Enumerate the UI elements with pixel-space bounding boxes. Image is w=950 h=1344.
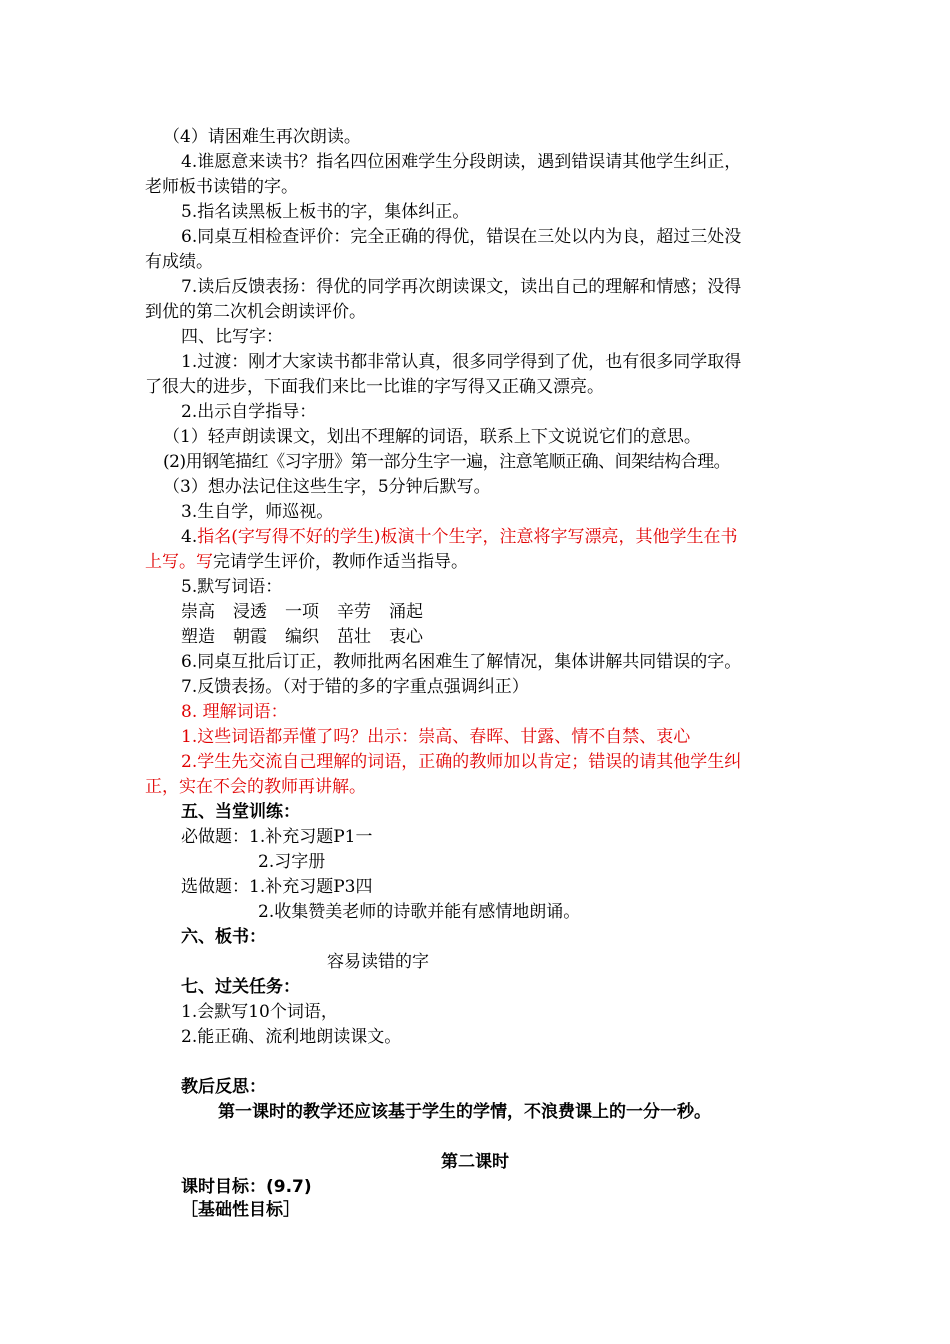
word: 衷心 xyxy=(389,627,423,647)
exercise-item: 2.习字册 xyxy=(258,852,326,872)
text-line: 4.谁愿意来读书？指名四位困难学生分段朗读，遇到错误请其他学生纠正， xyxy=(181,152,742,172)
red-text-line: 2.学生先交流自己理解的词语，正确的教师加以肯定；错误的请其他学生纠 xyxy=(181,752,742,772)
text-line: 2.出示自学指导： xyxy=(181,402,317,422)
word: 编织 xyxy=(285,627,319,647)
word: 辛劳 xyxy=(337,602,371,622)
word: 朝霞 xyxy=(233,627,267,647)
red-text-line: 1.这些词语都弄懂了吗？出示：崇高、春晖、甘露、情不自禁、衷心 xyxy=(181,727,691,747)
board-content: 容易读错的字 xyxy=(327,952,429,972)
highlighted-text: 指名(字写得不好的学生)板演十个生字，注意将字写漂亮，其他学生在书 xyxy=(197,527,738,547)
exercise-item: 1.补充习题P1一 xyxy=(249,827,373,847)
section-heading: 教后反思： xyxy=(181,1077,266,1097)
word: 塑造 xyxy=(181,627,215,647)
text-line: 到优的第二次机会朗读评价。 xyxy=(145,302,366,322)
text-line: 有成绩。 xyxy=(145,252,213,272)
red-text-line: 正，实在不会的教师再讲解。 xyxy=(145,777,366,797)
text-line: 5.指名读黑板上板书的字，集体纠正。 xyxy=(181,202,470,222)
word: 茁壮 xyxy=(337,627,371,647)
text-line: 1.过渡：刚才大家读书都非常认真，很多同学得到了优，也有很多同学取得 xyxy=(181,352,742,372)
label: 必做题： xyxy=(181,827,249,847)
text-line: （4）请困难生再次朗读。 xyxy=(163,127,361,147)
section-heading: 四、比写字： xyxy=(181,327,283,347)
word-row xyxy=(181,600,441,625)
exercise-item: 2.收集赞美老师的诗歌并能有感情地朗诵。 xyxy=(258,902,581,922)
text-line: (2)用钢笔描红《习字册》第一部分生字一遍，注意笔顺正确、间架结构合理。 xyxy=(163,452,731,472)
label: 选做题： xyxy=(181,877,249,897)
section-heading: 六、板书： xyxy=(181,927,266,947)
text-line xyxy=(181,875,372,900)
highlighted-text: 上写。写 xyxy=(145,552,213,572)
text-line: 3.生自学，师巡视。 xyxy=(181,502,334,522)
text-rest: 完请学生评价，教师作适当指导。 xyxy=(213,552,468,572)
section-heading: 七、过关任务： xyxy=(181,977,300,997)
text-line: （1）轻声朗读课文，划出不理解的词语，联系上下文说说它们的意思。 xyxy=(163,427,701,447)
section-heading: 五、当堂训练： xyxy=(181,802,300,822)
text-line: 6.同桌互相检查评价：完全正确的得优，错误在三处以内为良，超过三处没 xyxy=(181,227,742,247)
word: 一项 xyxy=(285,602,319,622)
text-prefix: 4. xyxy=(181,527,198,547)
text-line: （3）想办法记住这些生字，5分钟后默写。 xyxy=(163,477,491,497)
lesson-title: 第二课时 xyxy=(441,1152,509,1172)
text-line xyxy=(181,825,372,850)
word: 崇高 xyxy=(181,602,215,622)
text-line: 5.默写词语： xyxy=(181,577,283,597)
text-line: 1.会默写10个词语， xyxy=(181,1002,338,1022)
text-line xyxy=(181,525,738,550)
word-row xyxy=(181,625,441,650)
text-line: 2.能正确、流利地朗读课文。 xyxy=(181,1027,402,1047)
text-line: 老师板书读错的字。 xyxy=(145,177,298,197)
red-heading: 8. 理解词语： xyxy=(181,702,288,722)
exercise-item: 1.补充习题P3四 xyxy=(249,877,373,897)
text-line: 7.反馈表扬。（对于错的多的字重点强调纠正） xyxy=(181,677,529,697)
text-line: 6.同桌互批后订正，教师批两名困难生了解情况，集体讲解共同错误的字。 xyxy=(181,652,742,672)
word: 浸透 xyxy=(233,602,267,622)
goal-category: ［基础性目标］ xyxy=(181,1200,300,1220)
word: 涌起 xyxy=(389,602,423,622)
lesson-goal: 课时目标：(9.7) xyxy=(181,1177,312,1197)
reflection-text: 第一课时的教学还应该基于学生的学情，不浪费课上的一分一秒。 xyxy=(218,1102,711,1122)
text-line: 7.读后反馈表扬：得优的同学再次朗读课文，读出自己的理解和情感；没得 xyxy=(181,277,742,297)
text-line xyxy=(145,550,468,575)
text-line: 了很大的进步，下面我们来比一比谁的字写得又正确又漂亮。 xyxy=(145,377,604,397)
